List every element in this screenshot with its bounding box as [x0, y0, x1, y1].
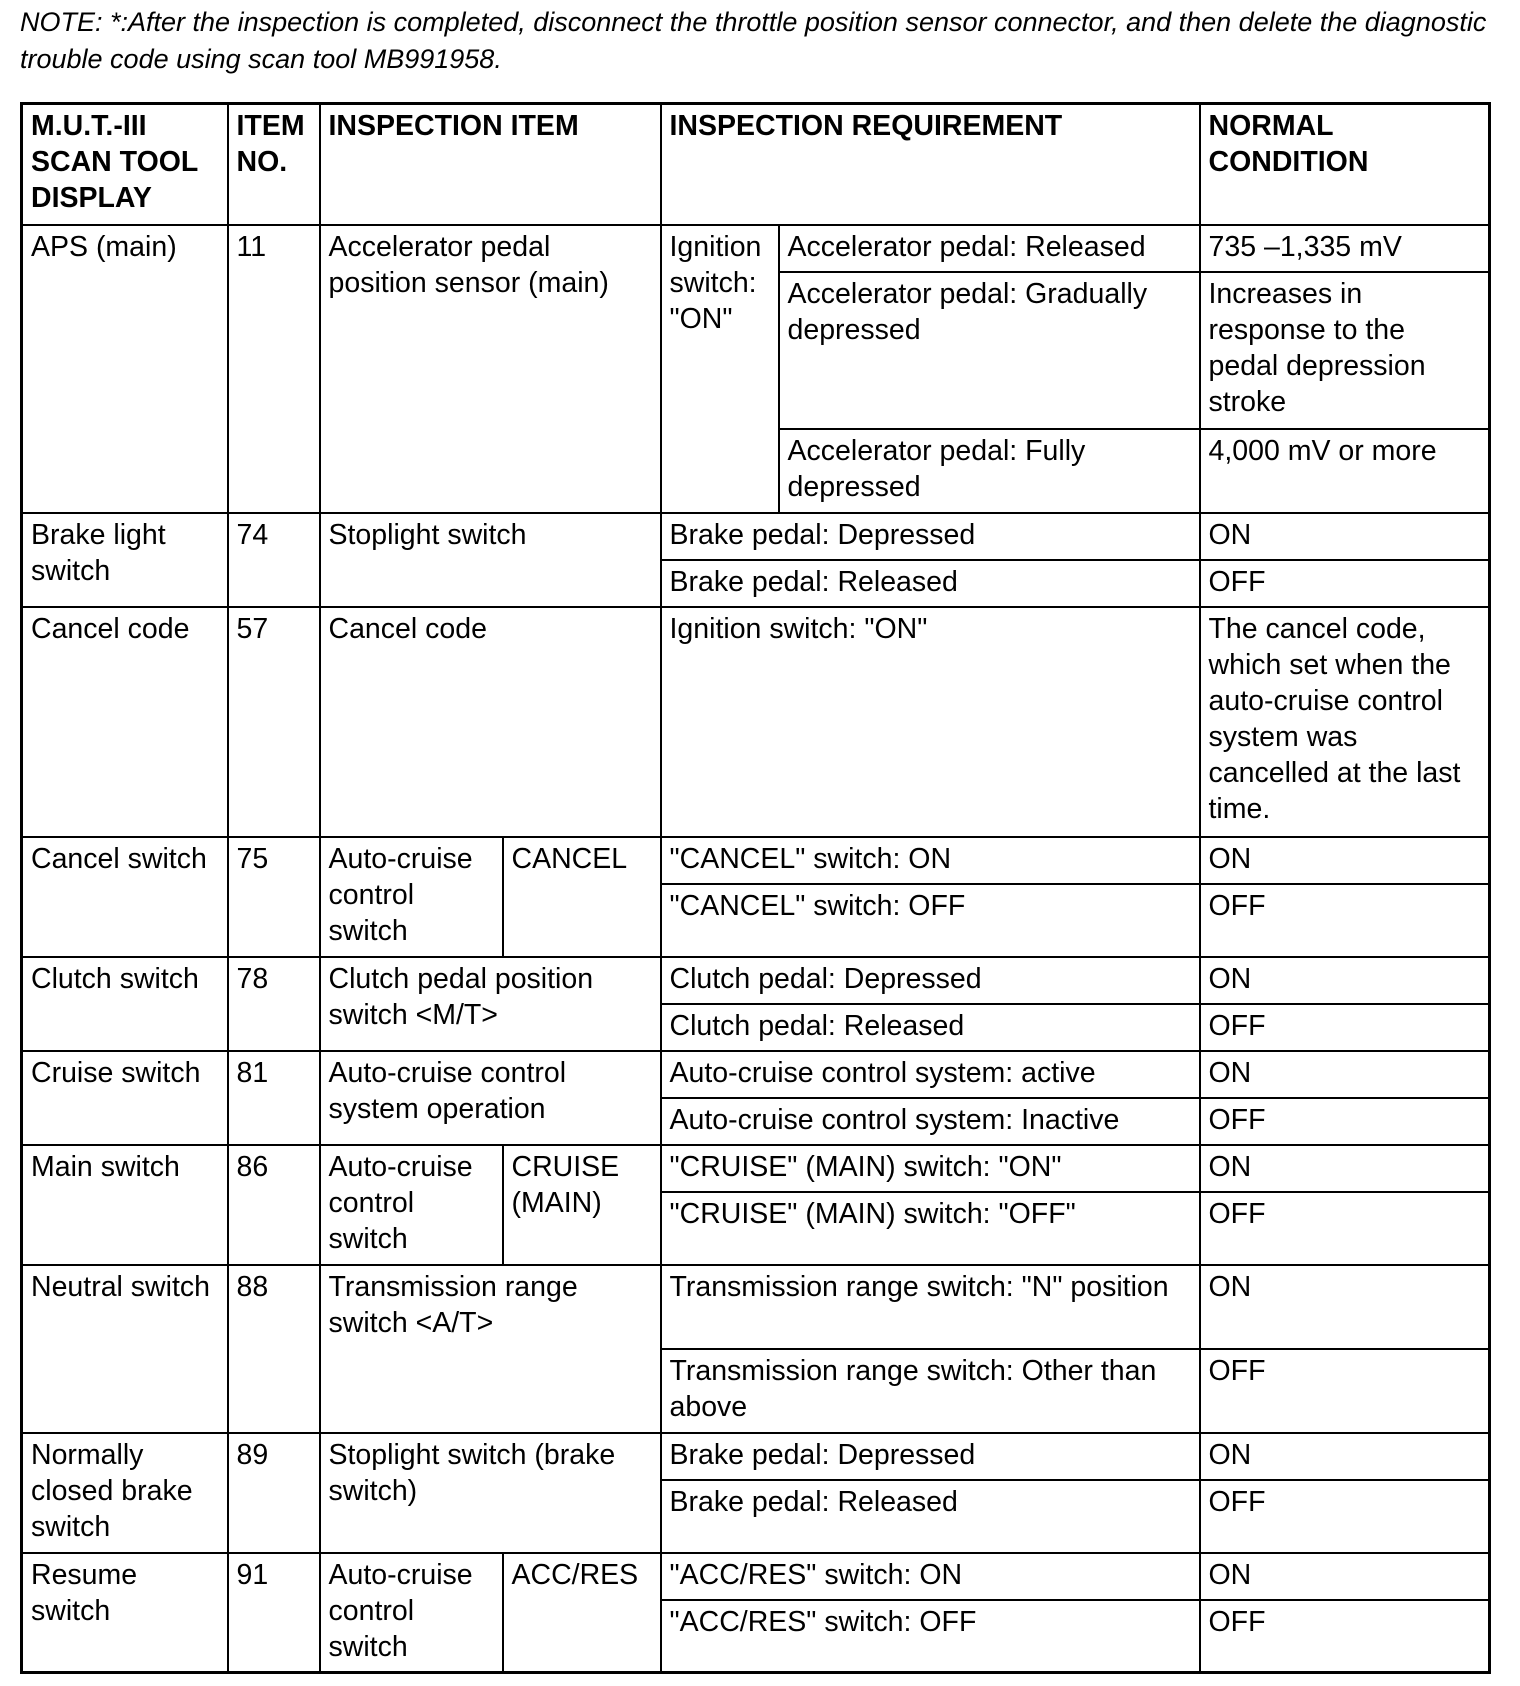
display-cell: Resume switch	[22, 1553, 228, 1673]
normal-cell: ON	[1200, 1553, 1490, 1600]
item-no-cell: 91	[228, 1553, 320, 1673]
table-row	[22, 1553, 1490, 1600]
item-no-cell: 11	[228, 225, 320, 513]
item-no-cell: 57	[228, 607, 320, 837]
normal-cell: ON	[1200, 1051, 1490, 1098]
item-no-cell: 78	[228, 957, 320, 1051]
normal-cell: ON	[1200, 1145, 1490, 1192]
item-no-cell: 89	[228, 1433, 320, 1553]
requirement-cell: Auto-cruise control system: active	[661, 1051, 1200, 1098]
requirement-cell: Clutch pedal: Released	[661, 1004, 1200, 1051]
requirement-cell: Ignition switch: "ON"	[661, 607, 1200, 837]
inspection-subitem-cell: CANCEL	[503, 837, 661, 957]
normal-cell: The cancel code, which set when the auto-cruise control system was cancelled at the last time.	[1200, 607, 1490, 837]
table-row	[22, 837, 1490, 884]
requirement-cell: "CANCEL" switch: OFF	[661, 884, 1200, 957]
normal-cell: OFF	[1200, 1192, 1490, 1265]
note-text: NOTE: *:After the inspection is completed, disconnect the throttle position sensor connector, and then delete the diagnostic trouble code using scan tool MB991958.	[20, 7, 1487, 74]
item-no-cell: 74	[228, 513, 320, 607]
requirement-cell: Brake pedal: Released	[661, 1480, 1200, 1553]
requirement-cell: Brake pedal: Released	[661, 560, 1200, 607]
normal-cell: OFF	[1200, 1004, 1490, 1051]
display-cell: Cancel code	[22, 607, 228, 837]
header-display: M.U.T.-III SCAN TOOL DISPLAY	[22, 104, 228, 225]
inspection-item-cell: Stoplight switch	[320, 513, 661, 607]
item-no-cell: 86	[228, 1145, 320, 1265]
requirement-cell: "ACC/RES" switch: ON	[661, 1553, 1200, 1600]
display-cell: Clutch switch	[22, 957, 228, 1051]
normal-cell: 735 –1,335 mV	[1200, 225, 1490, 272]
header-inspection-item: INSPECTION ITEM	[320, 104, 661, 225]
normal-cell: 4,000 mV or more	[1200, 429, 1490, 513]
table-row	[22, 1051, 1490, 1098]
inspection-subitem-cell: CRUISE (MAIN)	[503, 1145, 661, 1265]
normal-cell: ON	[1200, 957, 1490, 1004]
display-cell: Neutral switch	[22, 1265, 228, 1433]
inspection-item-cell: Clutch pedal position switch <M/T>	[320, 957, 661, 1051]
requirement-cell: Transmission range switch: Other than above	[661, 1349, 1200, 1433]
requirement-cell: Brake pedal: Depressed	[661, 513, 1200, 560]
normal-cell: OFF	[1200, 884, 1490, 957]
requirement-cell: Auto-cruise control system: Inactive	[661, 1098, 1200, 1145]
normal-cell: ON	[1200, 1265, 1490, 1349]
requirement-cell: Brake pedal: Depressed	[661, 1433, 1200, 1480]
requirement-cell: Transmission range switch: "N" position	[661, 1265, 1200, 1349]
header-requirement: INSPECTION REQUIREMENT	[661, 104, 1200, 225]
header-normal: NORMAL CONDITION	[1200, 104, 1490, 225]
inspection-item-cell: Stoplight switch (brake switch)	[320, 1433, 661, 1553]
table-row	[22, 225, 1490, 272]
display-cell: Normally closed brake switch	[22, 1433, 228, 1553]
normal-cell: OFF	[1200, 1480, 1490, 1553]
inspection-item-cell: Auto-cruise control switch	[320, 1145, 503, 1265]
table-row	[22, 957, 1490, 1004]
inspection-item-cell: Auto-cruise control system operation	[320, 1051, 661, 1145]
normal-cell: ON	[1200, 513, 1490, 560]
normal-cell: ON	[1200, 837, 1490, 884]
display-cell: Cruise switch	[22, 1051, 228, 1145]
normal-cell: Increases in response to the pedal depression stroke	[1200, 272, 1490, 429]
display-cell: Cancel switch	[22, 837, 228, 957]
item-no-cell: 88	[228, 1265, 320, 1433]
table-header-row	[22, 104, 1490, 225]
requirement-cell: Accelerator pedal: Released	[779, 225, 1200, 272]
normal-cell: OFF	[1200, 1600, 1490, 1673]
condition-cell: Ignition switch: "ON"	[661, 225, 779, 513]
normal-cell: OFF	[1200, 1349, 1490, 1433]
display-cell: Main switch	[22, 1145, 228, 1265]
inspection-item-cell: Cancel code	[320, 607, 661, 837]
inspection-item-cell: Accelerator pedal position sensor (main)	[320, 225, 661, 513]
normal-cell: OFF	[1200, 1098, 1490, 1145]
inspection-item-cell: Auto-cruise control switch	[320, 1553, 503, 1673]
requirement-cell: Clutch pedal: Depressed	[661, 957, 1200, 1004]
normal-cell: OFF	[1200, 560, 1490, 607]
inspection-item-cell: Transmission range switch <A/T>	[320, 1265, 661, 1433]
requirement-cell: "CRUISE" (MAIN) switch: "OFF"	[661, 1192, 1200, 1265]
item-no-cell: 75	[228, 837, 320, 957]
display-cell: Brake light switch	[22, 513, 228, 607]
table-row	[22, 1145, 1490, 1192]
table-row	[22, 1433, 1490, 1480]
display-cell: APS (main)	[22, 225, 228, 513]
inspection-table	[20, 102, 1491, 1674]
inspection-subitem-cell: ACC/RES	[503, 1553, 661, 1673]
normal-cell: ON	[1200, 1433, 1490, 1480]
requirement-cell: "CRUISE" (MAIN) switch: "ON"	[661, 1145, 1200, 1192]
inspection-item-cell: Auto-cruise control switch	[320, 837, 503, 957]
header-item-no: ITEM NO.	[228, 104, 320, 225]
table-row	[22, 1265, 1490, 1349]
item-no-cell: 81	[228, 1051, 320, 1145]
requirement-cell: Accelerator pedal: Fully depressed	[779, 429, 1200, 513]
requirement-cell: "ACC/RES" switch: OFF	[661, 1600, 1200, 1673]
table-row	[22, 513, 1490, 560]
requirement-cell: Accelerator pedal: Gradually depressed	[779, 272, 1200, 429]
requirement-cell: "CANCEL" switch: ON	[661, 837, 1200, 884]
table-row	[22, 607, 1490, 837]
